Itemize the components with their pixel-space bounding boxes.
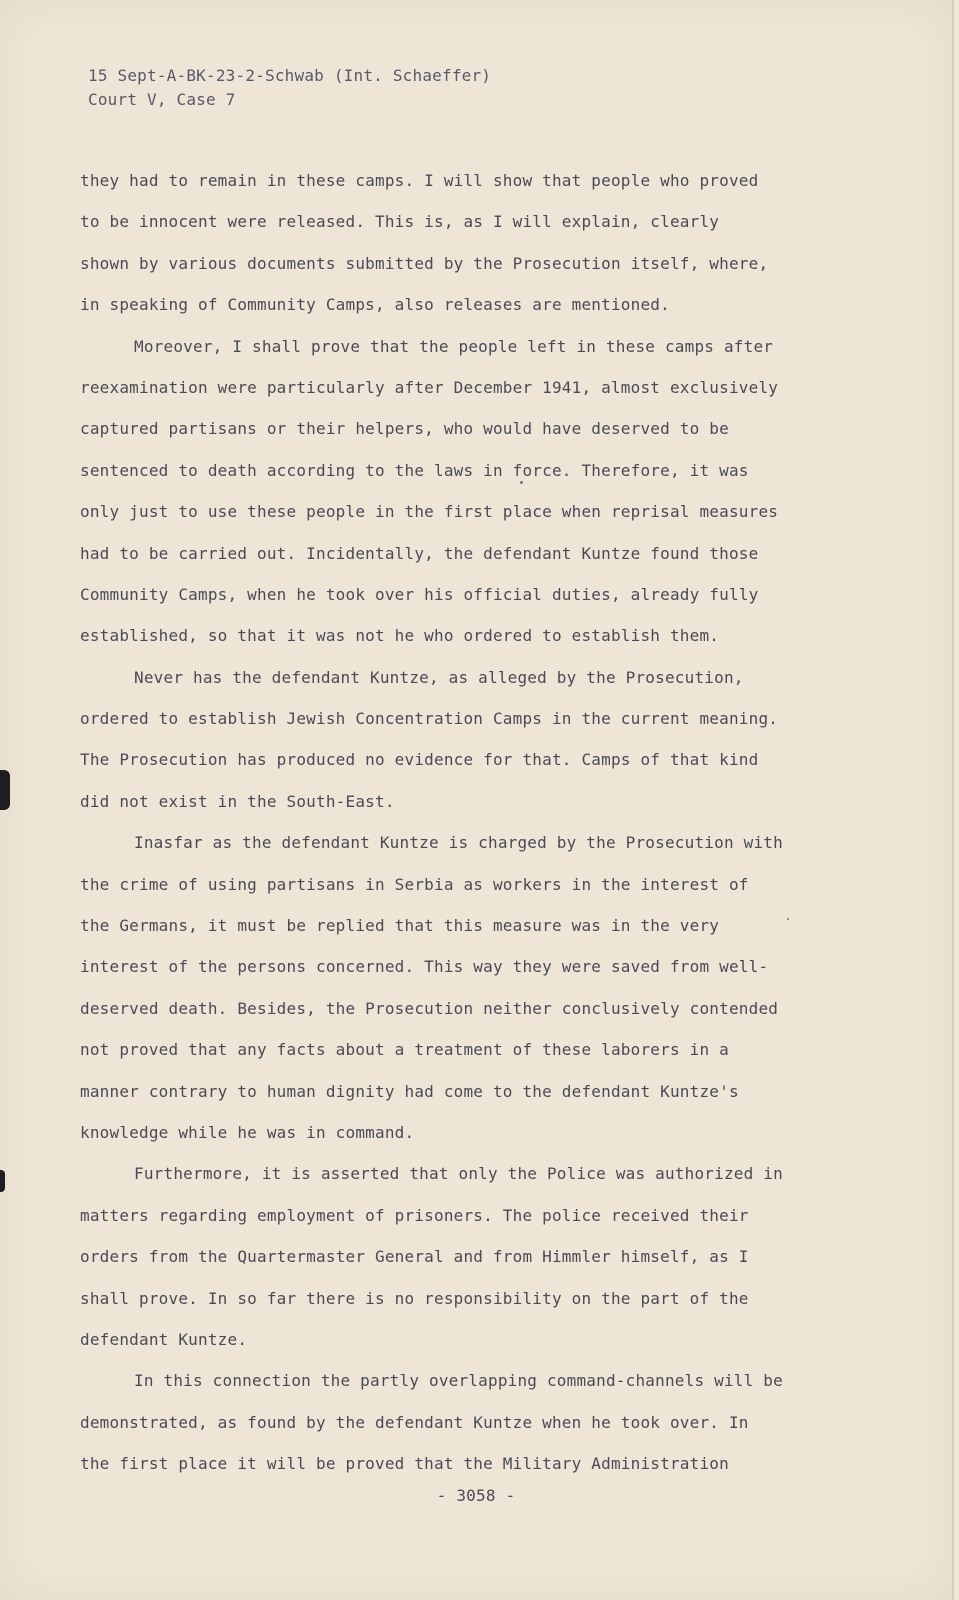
body-line: the Germans, it must be replied that this measure was in the very <box>80 916 720 936</box>
paper-speck <box>520 481 523 484</box>
body-line: knowledge while he was in command. <box>80 1122 415 1142</box>
body-line: matters regarding employment of prisoners. The police received their <box>80 1205 749 1225</box>
body-line: established, so that it was not he who ordered to establish them. <box>80 626 720 646</box>
body-line: demonstrated, as found by the defendant Kuntze when he took over. In <box>80 1412 749 1432</box>
header-case-reference: 15 Sept-A-BK-23-2-Schwab (Int. Schaeffer) <box>88 66 492 85</box>
body-line: manner contrary to human dignity had come to the defendant Kuntze's <box>80 1081 739 1101</box>
body-line: Community Camps, when he took over his official duties, already fully <box>80 584 759 604</box>
body-line: ordered to establish Jewish Concentration Camps in the current meaning. <box>80 709 779 729</box>
paper-speck <box>787 918 789 920</box>
body-line: did not exist in the South-East. <box>80 791 395 811</box>
page-number: - 3058 - <box>436 1486 516 1505</box>
binding-mark-upper <box>0 770 10 810</box>
body-line: shall prove. In so far there is no responsibility on the part of the <box>80 1288 749 1308</box>
document-body <box>80 160 920 1485</box>
body-line: the first place it will be proved that the Military Administration <box>80 1454 729 1474</box>
body-line: Inasfar as the defendant Kuntze is charged by the Prosecution with <box>134 833 783 853</box>
body-line: reexamination were particularly after December 1941, almost exclusively <box>80 377 779 397</box>
body-line: the crime of using partisans in Serbia as workers in the interest of <box>80 874 749 894</box>
body-line: in speaking of Community Camps, also releases are mentioned. <box>80 295 670 315</box>
binding-mark-lower <box>0 1170 5 1192</box>
body-line: Never has the defendant Kuntze, as alleged by the Prosecution, <box>134 667 744 687</box>
body-line: defendant Kuntze. <box>80 1329 248 1349</box>
document-header <box>88 64 491 112</box>
body-line: The Prosecution has produced no evidence for that. Camps of that kind <box>80 750 759 770</box>
body-line: they had to remain in these camps. I will show that people who proved <box>80 171 759 190</box>
body-line: not proved that any facts about a treatment of these laborers in a <box>80 1040 729 1060</box>
body-line: Furthermore, it is asserted that only the Police was authorized in <box>134 1164 783 1184</box>
body-line: orders from the Quartermaster General and from Himmler himself, as I <box>80 1247 749 1267</box>
body-line: to be innocent were released. This is, as I will explain, clearly <box>80 212 720 232</box>
body-line: shown by various documents submitted by the Prosecution itself, where, <box>80 253 769 273</box>
body-line: interest of the persons concerned. This way they were saved from well- <box>80 957 769 977</box>
body-line: captured partisans or their helpers, who would have deserved to be <box>80 419 729 439</box>
body-line: had to be carried out. Incidentally, the defendant Kuntze found those <box>80 543 759 563</box>
body-line: deserved death. Besides, the Prosecution neither conclusively contended <box>80 998 779 1018</box>
body-line: In this connection the partly overlapping command-channels will be <box>134 1371 783 1391</box>
body-line: sentenced to death according to the laws in force. Therefore, it was <box>80 460 749 480</box>
body-line: Moreover, I shall prove that the people left in these camps after <box>134 336 774 356</box>
body-line: only just to use these people in the first place when reprisal measures <box>80 502 779 522</box>
header-court-case: Court V, Case 7 <box>88 90 236 109</box>
